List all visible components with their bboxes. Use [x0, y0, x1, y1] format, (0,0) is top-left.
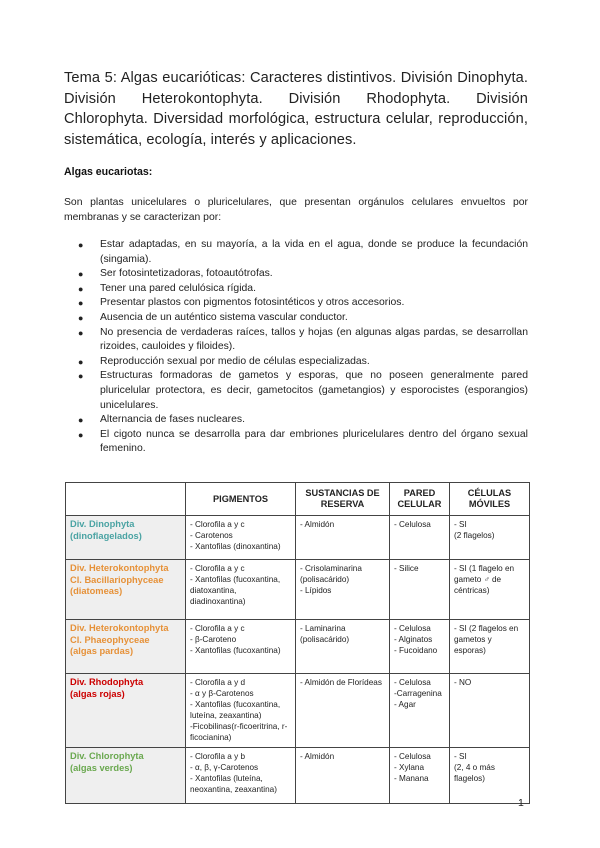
motile-cell: - SI (2, 4 o más flagelos) [450, 748, 530, 804]
table-row [66, 748, 530, 804]
list-item: ● El cigoto nunca se desarrolla para dar embriones pluricelulares dentro del órgano sexual femenino. [78, 428, 528, 455]
division-cell: Div. Chlorophyta (algas verdes) [66, 748, 186, 804]
motile-cell: - SI (1 flagelo en gameto ♂ de céntricas) [450, 560, 530, 620]
pigments-cell: - Clorofila a y b - α, β, γ-Carotenos - Xantofilas (luteína, neoxantina, zeaxantina) [186, 748, 296, 804]
bullet-icon: ● [78, 298, 84, 309]
wall-cell: - Silice [390, 560, 450, 620]
pigments-cell: - Clorofila a y c - Xantofilas (fucoxantina, diatoxantina, diadinoxantina) [186, 560, 296, 620]
reserve-cell: - Laminarina (polisacárido) [296, 620, 390, 674]
reserve-cell: - Almidón [296, 516, 390, 560]
reserve-cell: - Crisolaminarina (polisacárido) - Lípidos [296, 560, 390, 620]
pigments-cell: - Clorofila a y c - β-Caroteno - Xantofilas (fucoxantina) [186, 620, 296, 674]
bullet-icon: ● [78, 269, 84, 280]
motile-cell: - SI (2 flagelos en gametos y esporas) [450, 620, 530, 674]
table-header-row [66, 483, 530, 516]
wall-cell: - Celulosa - Alginatos - Fucoidano [390, 620, 450, 674]
division-cell: Div. Dinophyta (dinoflagelados) [66, 516, 186, 560]
bullet-icon: ● [78, 356, 84, 367]
bullet-icon: ● [78, 415, 84, 426]
header-reserve: SUSTANCIAS DE RESERVA [296, 483, 390, 516]
intro-paragraph: Son plantas unicelulares o pluricelulares, que presentan orgánulos celulares envueltos por membranas y se caracterizan por: [64, 197, 528, 223]
division-cell: Div. Rhodophyta (algas rojas) [66, 674, 186, 748]
table-row [66, 674, 530, 748]
bullet-icon: ● [78, 312, 84, 323]
reserve-cell: - Almidón de Florídeas [296, 674, 390, 748]
page-title: Tema 5: Algas eucarióticas: Caracteres distintivos. División Dinophyta. División Heterokontophyta. División Rhodophyta. División Chlorophyta. Diversidad morfológica, estructura celular, reproducción, sistemática, ecología, interés y aplicaciones. [64, 70, 528, 148]
list-item: ● Presentar plastos con pigmentos fotosintéticos y otros accesorios. [100, 296, 528, 311]
list-item: ● Alternancia de fases nucleares. [100, 413, 528, 428]
table-row [66, 560, 530, 620]
list-item: ● Tener una pared celulósica rígida. [100, 282, 528, 297]
section-heading: Algas eucariotas: [64, 166, 153, 178]
bullet-icon: ● [78, 327, 84, 338]
motile-cell: - NO [450, 674, 530, 748]
list-item: ● Estar adaptadas, en su mayoría, a la vida en el agua, donde se produce la fecundación (singamia). [78, 239, 528, 265]
header-division [66, 483, 186, 516]
list-item: ● Estructuras formadoras de gametos y esporas, que no poseen generalmente pared pluricelular protectora, es decir, gametocitos (gametangios) y esporocistes (esporangios) unicelulares. [78, 370, 528, 411]
division-cell: Div. Heterokontophyta Cl. Phaeophyceae (algas pardas) [66, 620, 186, 674]
bullet-icon: ● [78, 371, 84, 382]
motile-cell: - SI (2 flagelos) [450, 516, 530, 560]
list-item: ● No presencia de verdaderas raíces, tallos y hojas (en algunas algas pardas, se desarrollan rizoides, cauloides y filoides). [78, 326, 528, 353]
table-row [66, 516, 530, 560]
list-item: ● Ser fotosintetizadoras, fotoautótrofas. [100, 267, 528, 282]
table-row [66, 620, 530, 674]
bullet-icon: ● [78, 240, 84, 250]
algae-table [65, 482, 530, 804]
pigments-cell: - Clorofila a y d - α y β-Carotenos - Xantofilas (fucoxantina, luteína, zeaxantina) -Ficobilinas(r-ficoeritrina, r-ficocianina) [186, 674, 296, 748]
list-item: ● Reproducción sexual por medio de células especializadas. [100, 355, 528, 370]
header-pigments: PIGMENTOS [186, 483, 296, 516]
bullet-icon: ● [78, 429, 84, 440]
reserve-cell: - Almidón [296, 748, 390, 804]
list-item: ● Ausencia de un auténtico sistema vascular conductor. [100, 311, 528, 326]
page-number: 1 [518, 797, 524, 809]
wall-cell: - Celulosa - Xylana - Manana [390, 748, 450, 804]
header-motile: CÉLULAS MÓVILES [450, 483, 530, 516]
wall-cell: - Celulosa [390, 516, 450, 560]
division-cell: Div. Heterokontophyta Cl. Bacillariophyceae (diatomeas) [66, 560, 186, 620]
header-wall: PARED CELULAR [390, 483, 450, 516]
bullet-icon: ● [78, 283, 84, 294]
characteristics-list [64, 238, 528, 457]
pigments-cell: - Clorofila a y c - Carotenos - Xantofilas (dinoxantina) [186, 516, 296, 560]
wall-cell: - Celulosa -Carragenina - Agar [390, 674, 450, 748]
